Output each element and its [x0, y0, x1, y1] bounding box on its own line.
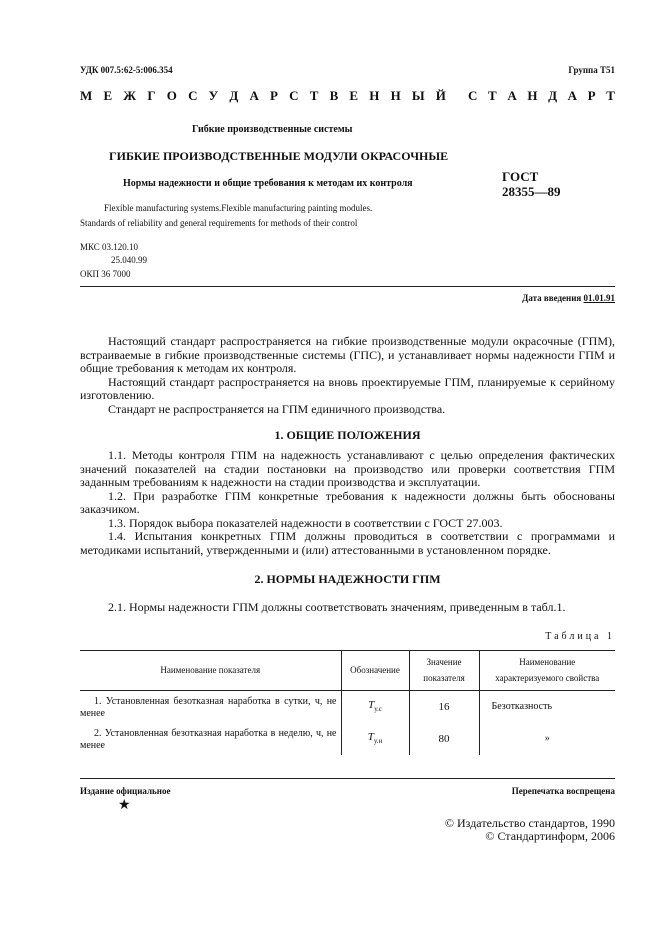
mks-code: МКС 03.120.10 [80, 242, 139, 252]
table1-header-name: Наименование показателя [80, 651, 341, 690]
symbol-main: T [368, 699, 375, 712]
standard-category: Гибкие производственные системы [192, 124, 353, 135]
banner-letter: Е [349, 88, 359, 103]
banner-letter: С [289, 88, 299, 103]
table1-cell-symbol [341, 691, 409, 723]
introduction-date-label: Дата введения [522, 293, 582, 303]
introduction-date [522, 293, 615, 303]
udk-code: УДК 007.5:62-5:006.354 [80, 65, 173, 75]
banner-letter: С [188, 88, 198, 103]
banner-letter: Е [103, 88, 113, 103]
banner-letter: О [166, 88, 177, 103]
english-title-line2: Standards of reliability and general requirements for methods of their control [80, 218, 358, 228]
banner-letter: Р [587, 88, 596, 103]
table1-header-property-line: характеризуемого свойства [495, 673, 600, 684]
banner-letter: Ы [411, 88, 425, 103]
banner-letter: Д [548, 88, 558, 103]
intro-paragraph: Стандарт не распространяется на ГПМ единичного производства. [108, 401, 446, 416]
standard-title: ГИБКИЕ ПРОИЗВОДСТВЕННЫЕ МОДУЛИ ОКРАСОЧНЫЕ [109, 149, 449, 163]
section1-paragraph: 1.1. Методы контроля ГПМ на надежность устанавливают с целью определения фактических значений показателей на стадии постановки на производство или проверки соответствия ГПМ заданным требованиям к надежности на стадии производства и эксплуатации. [80, 448, 615, 489]
interstate-standard-banner [80, 88, 615, 104]
banner-letter: Г [147, 88, 156, 103]
table1 [80, 651, 615, 755]
header-divider [80, 286, 615, 287]
mks-code-second: 25.040.99 [111, 255, 147, 265]
section2-text [80, 601, 615, 615]
symbol-sub: у.н [373, 737, 383, 746]
banner-word-standard [468, 88, 615, 104]
table1-header-row [80, 651, 615, 690]
group-code: Группа Т51 [568, 65, 615, 75]
table1-header-property [479, 651, 615, 690]
section2-paragraph: 2.1. Нормы надежности ГПМ должны соответствовать значениям, приведенным в табл.1. [108, 600, 566, 614]
edition-label: Издание официальное [80, 786, 171, 796]
star-icon: ★ [118, 798, 131, 813]
table1-cell-symbol [341, 723, 409, 755]
table1-cell-name: 2. Установленная безотказная наработка в неделю, ч, не менее [80, 723, 341, 755]
table1-cell-value: 16 [409, 691, 479, 723]
section1-text [80, 449, 615, 557]
symbol-sub: у.с [374, 705, 382, 714]
table1-header-value-line: показателя [423, 673, 465, 684]
table1-header-symbol: Обозначение [341, 651, 409, 690]
banner-letter: У [208, 88, 219, 103]
table1-header-value-line: Значение [426, 657, 462, 668]
table1-caption: Таблица 1 [545, 631, 615, 642]
section1-paragraph: 1.4. Испытания конкретных ГПМ должны проводиться в соответствии с программами и методиками испытаний, утвержденными и (или) аттестованными в установленном порядке. [80, 529, 615, 557]
banner-letter: Н [369, 88, 380, 103]
table1-cell-property: Безотказность [491, 701, 552, 712]
intro-paragraph: Настоящий стандарт распространяется на вновь проектируемые ГПМ, планируемые к серийному изготовлению. [80, 374, 615, 402]
intro-text [80, 335, 615, 416]
banner-letter: Н [527, 88, 538, 103]
okp-code: ОКП 36 7000 [80, 269, 131, 279]
section1-paragraph: 1.2. При разработке ГПМ конкретные требования к надежности должны быть обоснованы заказчиком. [80, 488, 615, 516]
table1-header-property-line: Наименование [519, 657, 576, 668]
reprint-notice: Перепечатка воспрещена [511, 786, 615, 796]
banner-letter: Д [229, 88, 239, 103]
banner-letter: А [507, 88, 517, 103]
copyright-publisher: © Издательство стандартов, 1990 [444, 816, 615, 830]
banner-letter: А [567, 88, 578, 103]
banner-letter: М [80, 88, 93, 103]
table-row [80, 691, 615, 723]
table1-header-value [409, 651, 479, 690]
introduction-date-value: 01.01.91 [583, 293, 615, 303]
section1-heading: 1. ОБЩИЕ ПОЛОЖЕНИЯ [274, 428, 421, 442]
section2-heading: 2. НОРМЫ НАДЕЖНОСТИ ГПМ [254, 572, 441, 586]
banner-letter: Т [488, 88, 497, 103]
banner-letter: Т [309, 88, 319, 103]
banner-letter: С [468, 88, 478, 103]
copyright-standartinform: © Стандартинформ, 2006 [485, 829, 615, 843]
table-row [80, 723, 615, 755]
banner-letter: Ж [123, 88, 137, 103]
banner-letter: Н [390, 88, 401, 103]
english-title-line1: Flexible manufacturing systems.Flexible manufacturing painting modules. [104, 203, 373, 213]
table1-cell-name: 1. Установленная безотказная наработка в сутки, ч, не менее [80, 691, 341, 723]
gost-number: 28355—89 [502, 184, 561, 199]
banner-word-interstate [80, 88, 446, 104]
banner-letter: А [249, 88, 259, 103]
banner-letter: Р [270, 88, 278, 103]
banner-letter: В [329, 88, 339, 103]
table1-cell-property: » [544, 733, 550, 744]
banner-letter: Й [435, 88, 446, 103]
symbol-main: T [367, 731, 374, 744]
intro-paragraph: Настоящий стандарт распространяется на гибкие производственные модули окрасочные (ГПМ), встраиваемые в гибкие производственные системы (ГПС), и устанавливает нормы надежности ГПМ и общие требования к методам их контроля. [80, 334, 615, 375]
section1-paragraph: 1.3. Порядок выбора показателей надежности в соответствии с ГОСТ 27.003. [108, 515, 503, 530]
standard-subtitle: Нормы надежности и общие требования к методам их контроля [123, 178, 413, 189]
footer-divider [80, 778, 615, 779]
gost-label: ГОСТ [502, 169, 539, 184]
banner-letter: Т [606, 88, 615, 103]
table1-cell-value: 80 [409, 723, 479, 755]
